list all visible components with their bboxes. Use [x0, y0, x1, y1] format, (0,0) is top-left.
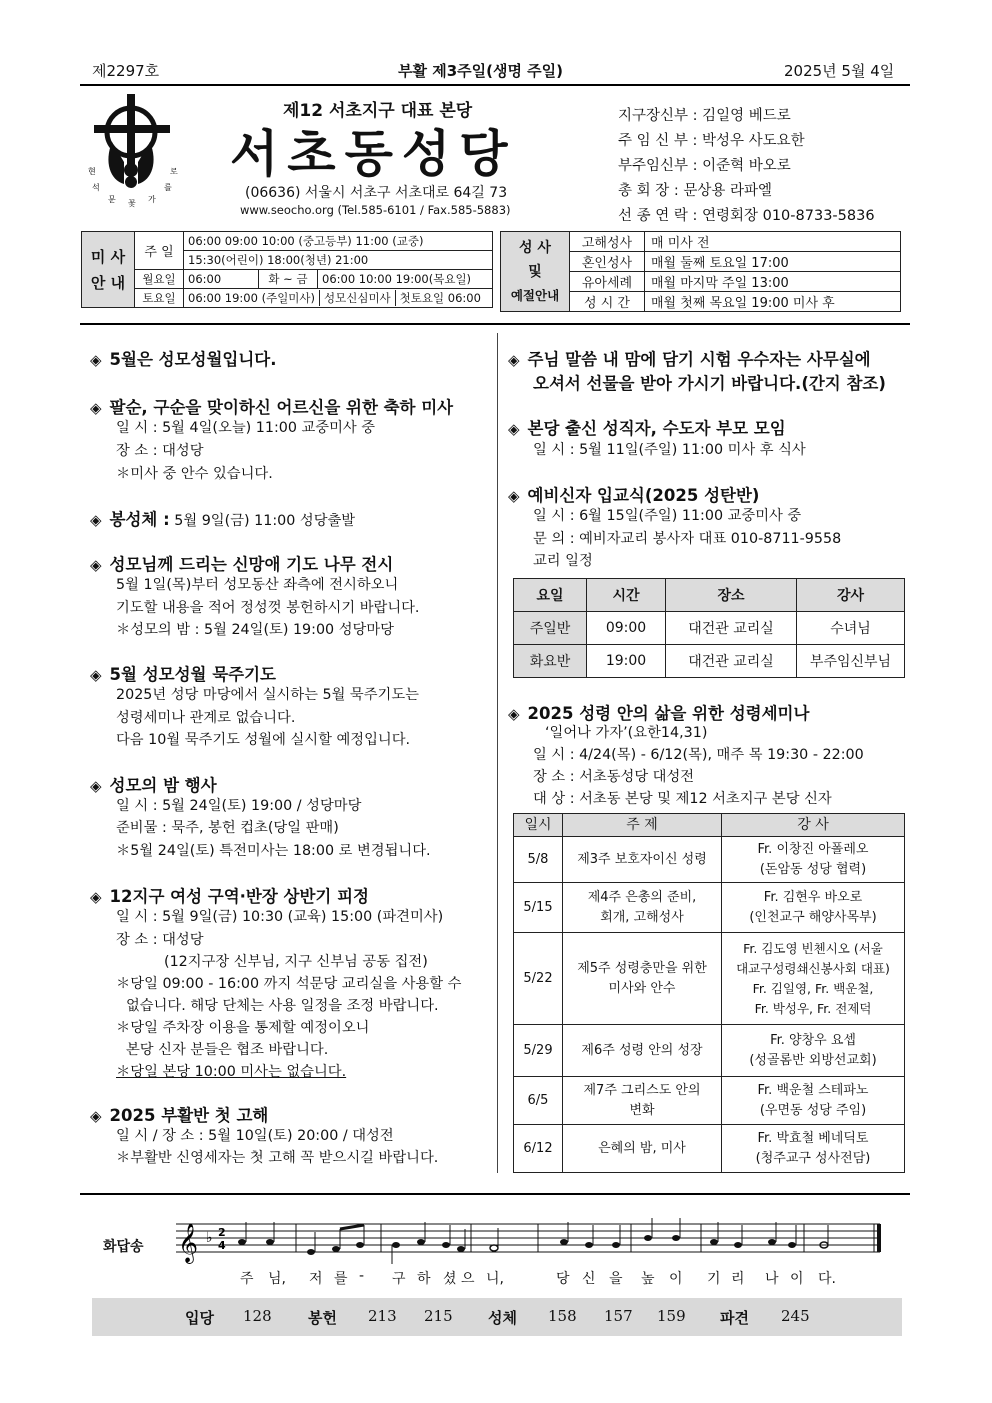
cross-logo-icon [86, 92, 186, 212]
svg-text:𝄞: 𝄞 [178, 1223, 199, 1263]
text-line: 성령세미나 관계로 없습니다. [116, 710, 296, 726]
staff-name: 문상용 라파엘 [683, 183, 772, 199]
lyric: 님, [268, 1271, 286, 1287]
logo-text-7: 가 [148, 195, 156, 204]
tue-fri-label: 화 ~ 금 [259, 270, 318, 289]
table-row [514, 1025, 905, 1077]
lyric: 구 [392, 1271, 406, 1287]
diamond-icon: ◈ [508, 487, 520, 505]
staff-list [618, 104, 898, 224]
table-cell: Fr. 백운철 스테파노 (우면동 성당 주임) [722, 1077, 905, 1125]
text-line: 장 소 : 대성당 [116, 932, 204, 948]
section-first-confession: ◈ 2025 부활반 첫 고해 [90, 1106, 269, 1125]
sunday-times-2: 15:30(어린이) 18:00(청년) 21:00 [184, 251, 493, 270]
lyric: 높 [641, 1271, 655, 1287]
logo-text-1: 현 [88, 167, 96, 176]
diamond-icon: ◈ [90, 399, 102, 417]
lyric: 이 [669, 1271, 683, 1287]
text-line: 준비물 : 묵주, 봉헌 컵초(당일 판매) [116, 820, 339, 836]
section-parents-meeting: ◈ 본당 출신 성직자, 수도자 부모 모임 [508, 419, 786, 438]
table-cell: 대건관 교리실 [666, 645, 797, 678]
staff-name: 이준혁 바오로 [702, 158, 791, 174]
text-line: 일 시 / 장 소 : 5월 10일(토) 20:00 / 대성전 [116, 1128, 394, 1144]
monday-label: 월요일 [135, 270, 184, 289]
table-header: 장소 [666, 579, 797, 612]
music-staff-icon [176, 1212, 888, 1264]
text-line: 일 시 : 6월 15일(주일) 11:00 교중미사 중 [533, 508, 802, 524]
saturday-extra2: 첫토요일 06:00 [399, 291, 481, 305]
table-row [514, 1125, 905, 1173]
staff-name: 박성우 사도요한 [701, 133, 805, 149]
text-line: ‘일어나 가자’(요한14,31) [545, 725, 708, 741]
monday-time: 06:00 [184, 270, 259, 289]
section-catechumen: ◈ 예비신자 입교식(2025 성탄반) [508, 486, 760, 505]
diamond-icon: ◈ [90, 777, 102, 795]
lyric: 하 [417, 1271, 431, 1287]
psalm-label: 화답송 [103, 1239, 144, 1255]
parish-address: (06636) 서울시 서초구 서초대로 64길 73 [245, 185, 508, 201]
communion-label: 성체 [488, 1309, 517, 1327]
hymn-number: 128 [243, 1307, 272, 1325]
staff-role: 주 임 신 부 : [618, 133, 698, 149]
text-line: 다음 10월 묵주기도 성월에 실시할 예정입니다. [116, 732, 411, 748]
lyric: 다. [818, 1271, 836, 1287]
table-cell: 09:00 [587, 612, 666, 645]
parish-name: 서초동성당 [230, 124, 517, 183]
lyric: 기 [707, 1271, 721, 1287]
table-cell: 수녀님 [797, 612, 905, 645]
section-rosary: ◈ 5월 성모성월 묵주기도 [90, 665, 276, 684]
sacrament-name: 유아세례 [570, 272, 645, 292]
section-communion-sick: ◈ 봉성체 : 5월 9일(금) 11:00 성당출발 [90, 510, 356, 529]
column-divider [497, 333, 498, 1173]
mass-schedule-table [81, 231, 493, 308]
text-line: 대 상 : 서초동 본당 및 제12 서초지구 본당 신자 [533, 791, 832, 807]
saturday-extra1: 성모신심미사 [320, 290, 396, 306]
table-cell: 19:00 [587, 645, 666, 678]
footer-rule [80, 1193, 910, 1195]
svg-text:2: 2 [218, 1226, 226, 1239]
text-line: ＊성모의 밤 : 5월 24일(토) 19:00 성당마당 [116, 622, 394, 638]
svg-text:♭: ♭ [206, 1230, 213, 1246]
table-cell: Fr. 박효철 베네딕토 (청주교구 성사전담) [722, 1125, 905, 1173]
diamond-icon: ◈ [90, 351, 102, 369]
hymn-number: 157 [604, 1307, 633, 1325]
table-cell: 제5주 성령충만을 위한 미사와 안수 [563, 933, 722, 1025]
logo-text-5: 문 [108, 195, 116, 204]
text-line: ＊당일 09:00 - 16:00 까지 석문당 교리실을 사용할 수 [116, 976, 462, 992]
sunday-label: 주 일 [135, 232, 184, 270]
sacrament-name: 혼인성사 [570, 252, 645, 272]
parish-logo [86, 92, 186, 212]
section-elders-mass: ◈ 팔순, 구순을 맞이하신 어르신을 위한 축하 미사 [90, 398, 454, 417]
saturday-time: 06:00 19:00 (주일미사) [184, 290, 320, 306]
staff-role: 지구장신부 : [618, 108, 698, 124]
sacrament-table [500, 231, 901, 312]
diamond-icon: ◈ [508, 705, 520, 723]
text-line: (12지구장 신부님, 지구 신부님 공동 집전) [164, 954, 428, 970]
hymn-number: 215 [424, 1307, 453, 1325]
table-row [514, 837, 905, 883]
table-row [514, 883, 905, 933]
table-header: 요일 [514, 579, 587, 612]
table-row [514, 645, 905, 678]
logo-text-3: 석 [92, 183, 100, 192]
table-cell: 5/8 [514, 837, 563, 883]
text-line: 일 시 : 5월 9일(금) 10:30 (교육) 15:00 (파견미사) [116, 909, 444, 925]
table-row [514, 933, 905, 1025]
issue-number: 제2297호 [92, 62, 160, 80]
seminar-table [513, 813, 905, 1173]
diamond-icon: ◈ [508, 351, 520, 369]
svg-text:4: 4 [218, 1239, 226, 1252]
sacrament-name: 고해성사 [570, 232, 645, 252]
hymn-number: 245 [781, 1307, 810, 1325]
table-cell: 제3주 보호자이신 성령 [563, 837, 722, 883]
lyric: 저 [309, 1271, 323, 1287]
parish-contact[interactable]: www.seocho.org (Tel.585-6101 / Fax.585-5883) [240, 203, 511, 217]
sacrament-name: 성 시 간 [570, 292, 645, 312]
text-line: ＊부활반 신영세자는 첫 고해 꼭 받으시길 바랍니다. [116, 1150, 439, 1166]
table-cell: 제7주 그리스도 안의 변화 [563, 1077, 722, 1125]
diamond-icon: ◈ [90, 1107, 102, 1125]
text-line: 5월 1일(목)부터 성모동산 좌측에 전시하오니 [116, 577, 399, 593]
table-cell: 5/22 [514, 933, 563, 1025]
staff-role: 총 회 장 : [618, 183, 679, 199]
table-cell: 제4주 은총의 준비, 회개, 고해성사 [563, 883, 722, 933]
staff-role: 부주임신부 : [618, 158, 698, 174]
table-cell: 은혜의 밤, 미사 [563, 1125, 722, 1173]
lyric: 당 [556, 1271, 570, 1287]
section-prayer-tree: ◈ 성모님께 드리는 신망애 기도 나무 전시 [90, 555, 394, 574]
lyric: - [359, 1268, 365, 1284]
staff-name: 연령회장 010-8733-5836 [701, 208, 875, 224]
table-cell: Fr. 김도영 빈첸시오 (서울 대교구성령쇄신봉사회 대표) Fr. 김일영, Fr. 백운철, Fr. 박성우, Fr. 전제덕 [722, 933, 905, 1025]
mass-label: 미 사 안 내 [82, 232, 135, 308]
sacrament-time: 매 미사 전 [645, 232, 901, 252]
text-line: ＊당일 본당 10:00 미사는 없습니다. [116, 1064, 347, 1080]
sacrament-time: 매월 둘째 토요일 17:00 [645, 252, 901, 272]
sunday-times-1: 06:00 09:00 10:00 (중고등부) 11:00 (교중) [184, 232, 493, 251]
table-cell: 주일반 [514, 612, 587, 645]
table-cell: 6/12 [514, 1125, 563, 1173]
lyric: 으 [461, 1271, 475, 1287]
psalm-score [176, 1212, 888, 1264]
section-marian-night: ◈ 성모의 밤 행사 [90, 776, 217, 795]
schedule-rule [80, 323, 910, 325]
sacrament-label: 성 사 및 예절안내 [501, 232, 570, 312]
tue-fri-time: 06:00 10:00 19:00(목요일) [318, 270, 493, 289]
lyric: 을 [609, 1271, 623, 1287]
liturgical-day: 부활 제3주일(생명 주일) [398, 62, 564, 80]
dismissal-label: 파견 [720, 1309, 749, 1327]
staff-role: 선 종 연 락 : [618, 208, 698, 224]
lyric: 셨 [443, 1271, 457, 1287]
logo-text-2: 로 [170, 167, 178, 176]
diamond-icon: ◈ [90, 888, 102, 906]
lyric: 를 [334, 1271, 348, 1287]
section-scripture-test: ◈ 주님 말씀 내 맘에 담기 시험 우수자는 사무실에 [508, 350, 871, 369]
table-cell: Fr. 김현우 바오로 (인천교구 해양사목부) [722, 883, 905, 933]
diamond-icon: ◈ [90, 556, 102, 574]
saturday-label: 토요일 [135, 289, 184, 308]
hymn-number: 213 [368, 1307, 397, 1325]
text-line: 일 시 : 5월 24일(토) 19:00 / 성당마당 [116, 798, 362, 814]
table-cell: Fr. 이창진 아폴레오 (돈암동 성당 협력) [722, 837, 905, 883]
table-cell: 부주임신부님 [797, 645, 905, 678]
staff-name: 김일영 베드로 [702, 108, 791, 124]
text-line: 일 시 : 5월 11일(주일) 11:00 미사 후 식사 [533, 442, 806, 458]
logo-text-4: 를 [164, 183, 172, 192]
hymn-number: 159 [657, 1307, 686, 1325]
diamond-icon: ◈ [90, 511, 102, 529]
table-cell: 대건관 교리실 [666, 612, 797, 645]
bulletin-date: 2025년 5월 4일 [784, 62, 895, 80]
lyric: 주 [240, 1271, 254, 1287]
offertory-label: 봉헌 [308, 1309, 337, 1327]
text-line: ＊5월 24일(토) 특전미사는 18:00 로 변경됩니다. [116, 843, 431, 859]
table-cell: 5/15 [514, 883, 563, 933]
entrance-label: 입당 [185, 1309, 214, 1327]
text-line: 일 시 : 4/24(목) - 6/12(목), 매주 목 19:30 - 22:00 [533, 747, 864, 763]
header-rule [80, 84, 910, 86]
parish-subtitle: 제12 서초지구 대표 본당 [283, 101, 473, 121]
hymn-numbers-bar [92, 1298, 902, 1336]
catechism-table [513, 578, 905, 678]
text-line: ＊미사 중 안수 있습니다. [116, 466, 273, 482]
text-line: 본당 신자 분들은 협조 바랍니다. [126, 1042, 329, 1058]
table-header: 강 사 [722, 814, 905, 837]
table-cell: Fr. 양창우 요셉 (성골롬반 외방선교회) [722, 1025, 905, 1077]
lyric: 이 [790, 1271, 804, 1287]
table-header: 시간 [587, 579, 666, 612]
text-line: 장 소 : 서초동성당 대성전 [533, 769, 695, 785]
lyric: 나 [765, 1271, 779, 1287]
text-line: 장 소 : 대성당 [116, 443, 204, 459]
table-cell: 화요반 [514, 645, 587, 678]
text-line: 2025년 성당 마당에서 실시하는 5월 묵주기도는 [116, 687, 419, 703]
text-line: ＊당일 주차장 이용을 통제할 예정이오니 [116, 1020, 370, 1036]
text-line: 문 의 : 예비자교리 봉사자 대표 010-8711-9558 [533, 531, 842, 547]
table-row [514, 612, 905, 645]
section-may-month: ◈ 5월은 성모성월입니다. [90, 350, 277, 369]
diamond-icon: ◈ [90, 666, 102, 684]
logo-text-6: 꽃 [128, 199, 136, 208]
table-header: 강사 [797, 579, 905, 612]
text-line: 일 시 : 5월 4일(오늘) 11:00 교중미사 중 [116, 420, 376, 436]
lyric: 리 [731, 1271, 745, 1287]
section-scripture-test-2: 오셔서 선물을 받아 가시기 바랍니다.(간지 참조) [533, 374, 886, 393]
table-header: 일시 [514, 814, 563, 837]
diamond-icon: ◈ [508, 420, 520, 438]
text-line: 기도할 내용을 적어 정성껏 봉헌하시기 바랍니다. [116, 600, 420, 616]
sacrament-time: 매월 첫째 목요일 19:00 미사 후 [645, 292, 901, 312]
lyric: 니, [486, 1271, 504, 1287]
table-row [514, 1077, 905, 1125]
table-cell: 5/29 [514, 1025, 563, 1077]
table-cell: 제6주 성령 안의 성장 [563, 1025, 722, 1077]
hymn-number: 158 [548, 1307, 577, 1325]
lyric: 신 [582, 1271, 596, 1287]
section-retreat: ◈ 12지구 여성 구역·반장 상반기 피정 [90, 887, 369, 906]
table-header: 주 제 [563, 814, 722, 837]
text-line: 교리 일정 [533, 553, 593, 569]
section-spirit-seminar: ◈ 2025 성령 안의 삶을 위한 성령세미나 [508, 704, 810, 723]
sacrament-time: 매월 마지막 주일 13:00 [645, 272, 901, 292]
text-line: 없습니다. 해당 단체는 사용 일정을 조정 바랍니다. [126, 998, 439, 1014]
table-cell: 6/5 [514, 1077, 563, 1125]
